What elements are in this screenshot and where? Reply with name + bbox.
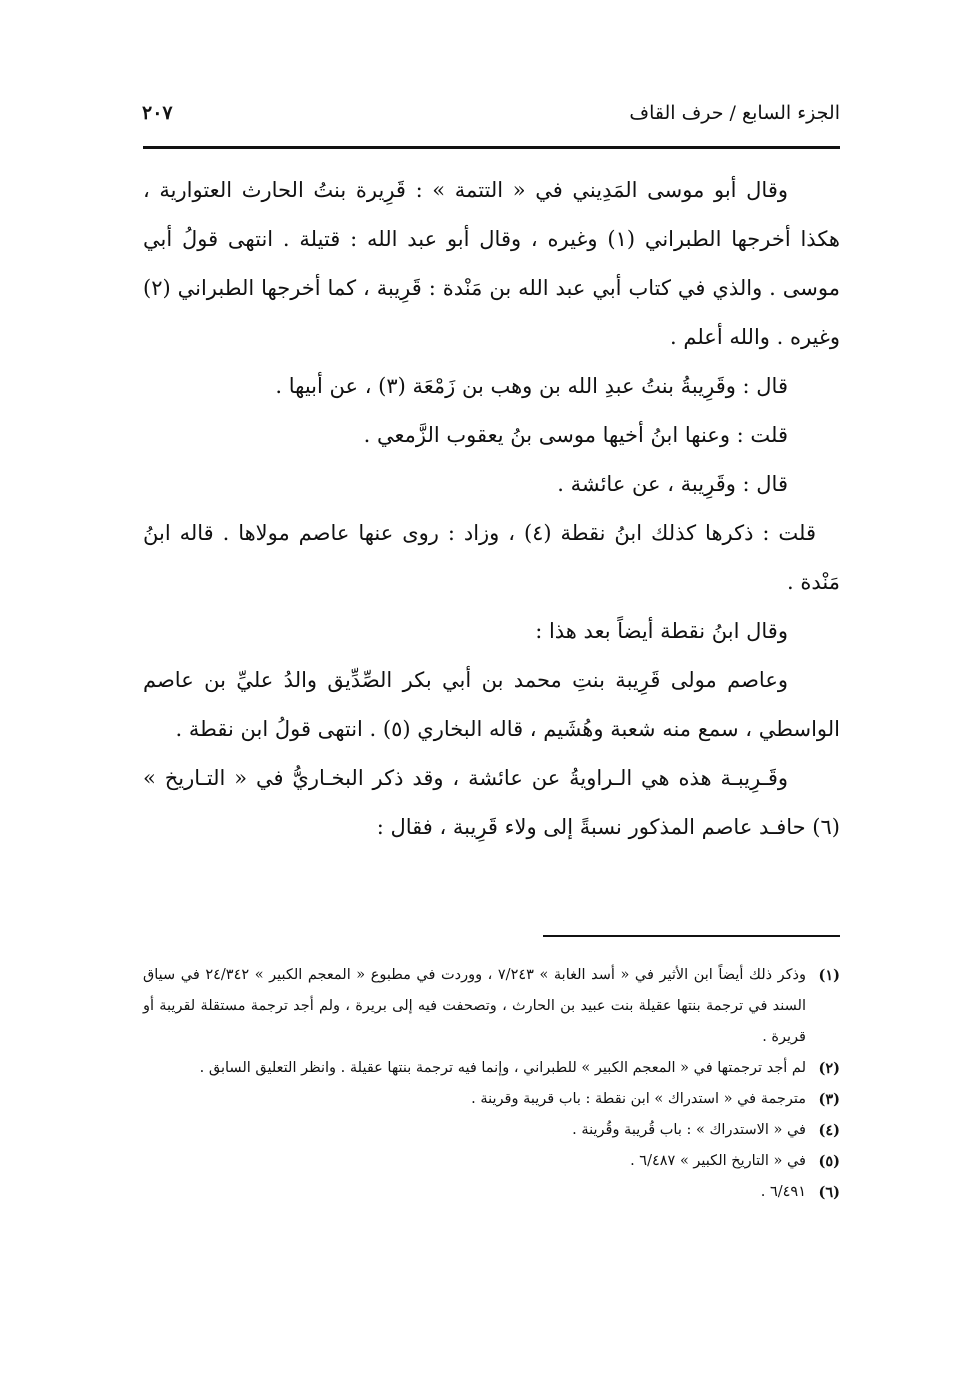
page-header <box>140 92 840 140</box>
footnote <box>143 1053 840 1084</box>
footnote <box>143 1177 840 1208</box>
footnote <box>143 1084 840 1115</box>
body-paragraph: قلت : وعنها ابنُ أخيها موسى بنُ يعقوب الزَّمعي . <box>363 423 788 447</box>
page-number: ٢٠٧ <box>142 102 173 124</box>
running-title: الجزء السابع / حرف القاف <box>629 102 840 124</box>
body-paragraph: وقَـرِيبـة هذه هي الـراويةُ عن عائشة ، وقد ذكر البخـاريُّ في « التـاريخ » (٦) حافـد عاصم المذكور نسبةً إلى ولاء قَرِيبة ، فقال : <box>143 766 840 839</box>
footnote <box>143 1115 840 1146</box>
footnote-text: في « التاريخ الكبير » ٦/٤٨٧ . <box>630 1153 806 1169</box>
footnote-number: (٦) <box>818 1184 840 1201</box>
footnote <box>143 960 840 1053</box>
body-paragraph: قلت : ذكرها كذلك ابنُ نقطة (٤) ، وزاد : روى عنها عاصم مولاها . قاله ابنُ مَنْدة . <box>143 521 840 594</box>
footnote-number: (٣) <box>818 1091 840 1108</box>
body-paragraph: وقال ابنُ نقطة أيضاً بعد هذا : <box>535 619 788 643</box>
footnote-text: في « الاستدراك » : باب قُريبة وقُرينة . <box>572 1122 806 1138</box>
footnote-number: (٥) <box>818 1153 840 1170</box>
footnote-text: لم أجد ترجمتها في « المعجم الكبير » للطبراني ، وإنما فيه ترجمة بنتها عقيلة . وانظر التعليق السابق . <box>199 1060 806 1076</box>
footnote-text: مترجمة في « استدراك » ابن نقطة : باب قريبة وقرينة . <box>471 1091 806 1107</box>
body-paragraph: وعاصم مولى قَرِيبة بنتِ محمد بن أبي بكر الصِّدِّيق والدُ عليِّ بن عاصم الواسطي ، سمع منه شعبة وهُشَيم ، قاله البخاري (٥) . انتهى قولُ ابن نقطة . <box>143 668 840 741</box>
footnote-text: وذكر ذلك أيضاً ابن الأثير في « أسد الغابة » ٧/٢٤٣ ، ووردت في مطبوع « المعجم الكبير » ٢٤/٣٤٢ في سياق السند في ترجمة بنتها عقيلة بنت عبيد بن الحارث ، وتصحفت فيه إلى بريرة ، ولم أجد ترجمة مستقلة لقريبة أو قريرة . <box>143 967 806 1045</box>
footnote-text: ٦/٤٩١ . <box>760 1184 806 1200</box>
main-text <box>143 166 840 852</box>
footnote-separator <box>543 935 840 937</box>
footnotes <box>143 960 840 1208</box>
footnote-number: (٢) <box>818 1060 840 1077</box>
body-paragraph: وقال أبو موسى المَدِيني في « التتمة » : قَرِيرة بنتُ الحارث العتوارية ، هكذا أخرجها الطبراني (١) وغيره ، وقال أبو عبد الله : قتيلة . انتهى قولُ أبي موسى . والذي في كتاب أبي عبد الله بن مَنْدة : قَرِيبة ، كما أخرجها الطبراني (٢) وغيره . والله أعلم . <box>143 178 841 349</box>
footnote-number: (٤) <box>818 1122 840 1139</box>
body-paragraph: قال : وقَرِيبةُ بنتُ عبدِ الله بن وهب بن زَمْعَة (٣) ، عن أبيها . <box>275 374 788 398</box>
body-paragraph: قال : وقَرِيبة ، عن عائشة . <box>557 472 788 496</box>
header-rule <box>143 146 840 149</box>
footnote <box>143 1146 840 1177</box>
footnote-number: (١) <box>818 967 840 984</box>
